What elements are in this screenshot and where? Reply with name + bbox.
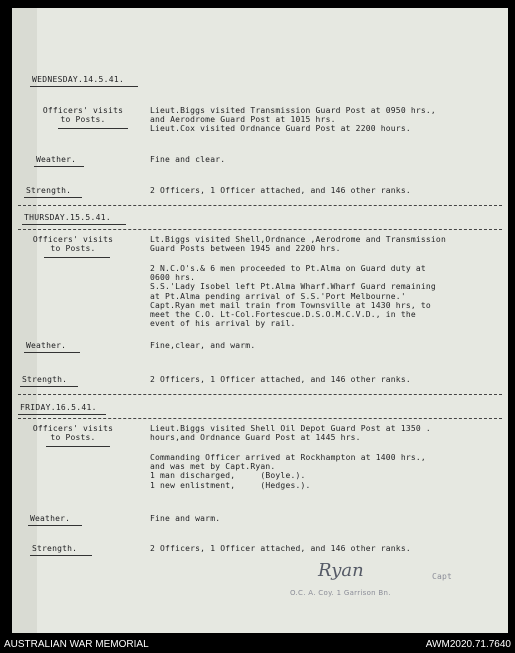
day-3-strength-underline [30,555,92,556]
day-3-visits-text: Lieut.Biggs visited Shell Oil Depot Guard Post at 1350 . hours,and Ordnance Guard Post at 1445 hrs. [150,424,431,443]
day-1-strength-text: 2 Officers, 1 Officer attached, and 146 other ranks. [150,186,411,195]
day-2-visits-underline [44,257,110,258]
day-3-date: FRIDAY.16.5.41. [20,403,97,412]
day-2-visits-text: Lt.Biggs visited Shell,Ordnance ,Aerodrome and Transmission Guard Posts between 1945 and 2200 hrs. [150,235,446,254]
day-2-strength-underline [20,386,78,387]
day-3-strength-label: Strength. [32,544,78,553]
day-3-visits-label: Officers' visits to Posts. [32,424,114,443]
day-1-strength-underline [24,197,82,198]
day-2-strength-text: 2 Officers, 1 Officer attached, and 146 other ranks. [150,375,411,384]
day-3-strength-text: 2 Officers, 1 Officer attached, and 146 other ranks. [150,544,411,553]
day-1-visits-text: Lieut.Biggs visited Transmission Guard Post at 0950 hrs., and Aerodrome Guard Post at 1015 hrs. Lieut.Cox visited Ordnance Guard Post at 2200 hours. [150,106,436,134]
day-1-visits-underline [58,128,128,129]
signature-rank: Capt [432,572,453,581]
unit-stamp: O.C. A. Coy. 1 Garrison Bn. [290,589,391,597]
day-3-visits-underline [46,446,110,447]
day-2-weather-label: Weather. [26,341,67,350]
section-divider [18,394,502,395]
day-3-notes-text: Commanding Officer arrived at Rockhampton at 1400 hrs., and was met by Capt.Ryan. 1 man discharged, (Boyle.). 1 new enlistment, (Hedges.). [150,453,426,490]
signature: Ryan [318,560,364,581]
day-1-weather-underline [34,166,84,167]
day-1-visits-label: Officers' visits to Posts. [42,106,124,125]
day-3-weather-text: Fine and warm. [150,514,221,523]
footer-accession-number: AWM2020.71.7640 [425,639,511,650]
day-1-date-underline [30,86,138,87]
section-divider [18,229,502,230]
footer-institution: AUSTRALIAN WAR MEMORIAL [4,639,149,650]
day-1-weather-text: Fine and clear. [150,155,226,164]
day-3-weather-underline [28,525,82,526]
binding-strip [12,8,37,633]
day-1-date: WEDNESDAY.14.5.41. [32,75,125,84]
day-2-notes-text: 2 N.C.O's.& 6 men proceeded to Pt.Alma on Guard duty at 0600 hrs. S.S.'Lady Isobel left Pt.Alma Wharf.Wharf Guard remaining at Pt.Alma pending arrival of S.S.'Port Melbourne.' Capt.Ryan met mail train from Townsville at 1430 hrs, to meet the C.O. Lt-Col.Fortescue.D.S.O.M.C.V.D., in the event of his arrival by rail. [150,264,436,329]
day-2-date: THURSDAY.15.5.41. [24,213,111,222]
day-2-strength-label: Strength. [22,375,68,384]
day-3-date-underline [18,414,106,415]
day-2-weather-text: Fine,clear, and warm. [150,341,256,350]
day-3-weather-label: Weather. [30,514,71,523]
section-divider [18,418,502,419]
day-1-weather-label: Weather. [36,155,77,164]
day-2-weather-underline [24,352,80,353]
day-2-visits-label: Officers' visits to Posts. [32,235,114,254]
day-1-strength-label: Strength. [26,186,72,195]
day-2-date-underline [22,224,126,225]
section-divider [18,205,502,206]
